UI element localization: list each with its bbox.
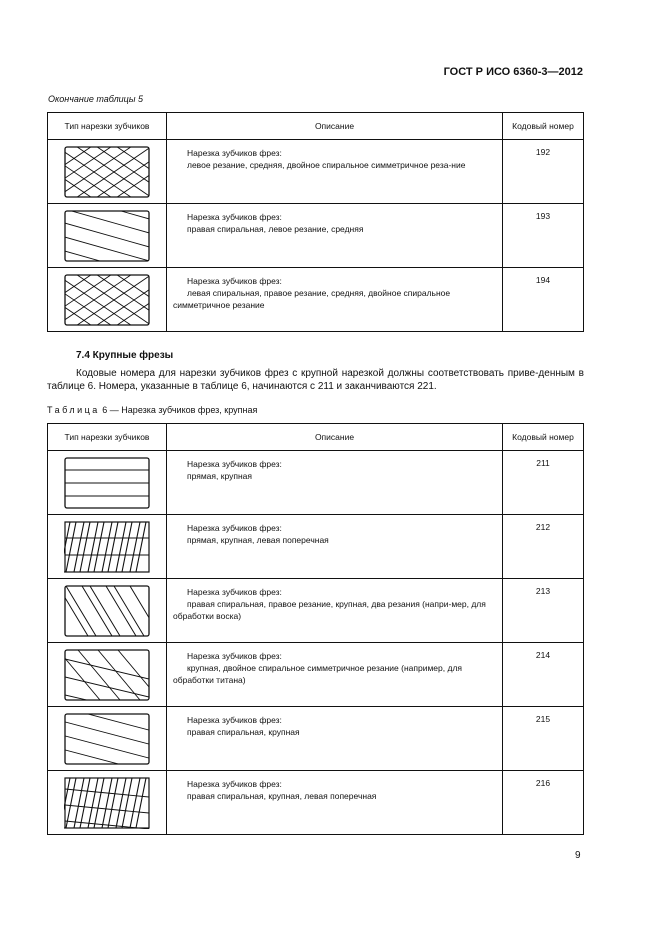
description-line1: Нарезка зубчиков фрез: [187, 715, 282, 725]
description-line1: Нарезка зубчиков фрез: [187, 523, 282, 533]
table6-caption-text: 6 — Нарезка зубчиков фрез, крупная [99, 405, 258, 415]
description-line2: левое резание, средняя, двойное спиральное симметричное реза-ние [187, 160, 466, 170]
section-paragraph: Кодовые номера для нарезки зубчиков фрез с крупной нарезкой должны соответствовать приве-денным в таблице 6. Номера, указанные в таблице 6, начинаются с 211 и заканчиваются 221. [47, 368, 584, 392]
right-helix-coarse-chipbreaker-icon [64, 777, 150, 829]
header-code: Кодовый номер [503, 113, 584, 140]
right-helix-left-cut-icon [64, 210, 150, 262]
description-line2: правая спиральная, крупная [187, 727, 300, 737]
pattern-cell [48, 643, 167, 707]
description-cell [167, 515, 503, 579]
table-row [48, 140, 584, 204]
page-number: 9 [575, 850, 581, 861]
description-line1: Нарезка зубчиков фрез: [187, 779, 282, 789]
header-code: Кодовый номер [503, 424, 584, 451]
table6-caption [47, 405, 257, 415]
document-header: ГОСТ Р ИСО 6360-3—2012 [443, 66, 583, 78]
table-6 [47, 423, 584, 835]
pattern-cell [48, 771, 167, 835]
table-header-row [48, 113, 584, 140]
description-cell [167, 579, 503, 643]
description-line2: прямая, крупная, левая поперечная [187, 535, 329, 545]
right-helix-coarse-fine-icon [64, 713, 150, 765]
header-description: Описание [167, 424, 503, 451]
header-description: Описание [167, 113, 503, 140]
pattern-cell [48, 204, 167, 268]
pattern-cell [48, 707, 167, 771]
description-cell [167, 451, 503, 515]
double-helix-coarse-icon [64, 649, 150, 701]
description-line1: Нарезка зубчиков фрез: [187, 276, 282, 286]
section-heading: 7.4 Крупные фрезы [76, 350, 174, 361]
double-helix-symmetric-icon [64, 146, 150, 198]
right-helix-coarse-icon [64, 585, 150, 637]
pattern-cell [48, 451, 167, 515]
code-cell: 192 [503, 140, 584, 204]
table5-caption: Окончание таблицы 5 [48, 94, 143, 104]
description-cell [167, 268, 503, 332]
pattern-cell [48, 268, 167, 332]
description-cell [167, 707, 503, 771]
code-cell: 211 [503, 451, 584, 515]
description-line2: правая спиральная, правое резание, крупная, два резания (напри-мер, для обработки воска) [173, 599, 486, 621]
code-cell: 214 [503, 643, 584, 707]
description-line1: Нарезка зубчиков фрез: [187, 587, 282, 597]
table-header-row [48, 424, 584, 451]
code-cell: 216 [503, 771, 584, 835]
description-line1: Нарезка зубчиков фрез: [187, 148, 282, 158]
description-line2: крупная, двойное спиральное симметричное резание (например, для обработки титана) [173, 663, 463, 685]
description-line2: правая спиральная, левое резание, средняя [187, 224, 364, 234]
description-cell [167, 643, 503, 707]
description-line1: Нарезка зубчиков фрез: [187, 212, 282, 222]
description-cell [167, 204, 503, 268]
double-helix-symmetric-icon [64, 274, 150, 326]
header-type: Тип нарезки зубчиков [48, 424, 167, 451]
straight-coarse-icon [64, 457, 150, 509]
table-row [48, 268, 584, 332]
pattern-cell [48, 579, 167, 643]
code-cell: 194 [503, 268, 584, 332]
pattern-cell [48, 140, 167, 204]
description-line1: Нарезка зубчиков фрез: [187, 459, 282, 469]
table-row [48, 579, 584, 643]
table-row [48, 515, 584, 579]
description-line2: прямая, крупная [187, 471, 252, 481]
table-row [48, 204, 584, 268]
table-5 [47, 112, 584, 332]
header-type: Тип нарезки зубчиков [48, 113, 167, 140]
code-cell: 193 [503, 204, 584, 268]
pattern-cell [48, 515, 167, 579]
straight-coarse-chipbreaker-icon [64, 521, 150, 573]
code-cell: 212 [503, 515, 584, 579]
table6-caption-label: Таблица [47, 405, 100, 415]
code-cell: 215 [503, 707, 584, 771]
description-cell [167, 771, 503, 835]
table-row [48, 707, 584, 771]
description-line2: левая спиральная, правое резание, средняя, двойное спиральное симметричное резание [173, 288, 451, 310]
table-row [48, 451, 584, 515]
description-line1: Нарезка зубчиков фрез: [187, 651, 282, 661]
description-line2: правая спиральная, крупная, левая поперечная [187, 791, 377, 801]
code-cell: 213 [503, 579, 584, 643]
table-row [48, 771, 584, 835]
table-row [48, 643, 584, 707]
description-cell [167, 140, 503, 204]
